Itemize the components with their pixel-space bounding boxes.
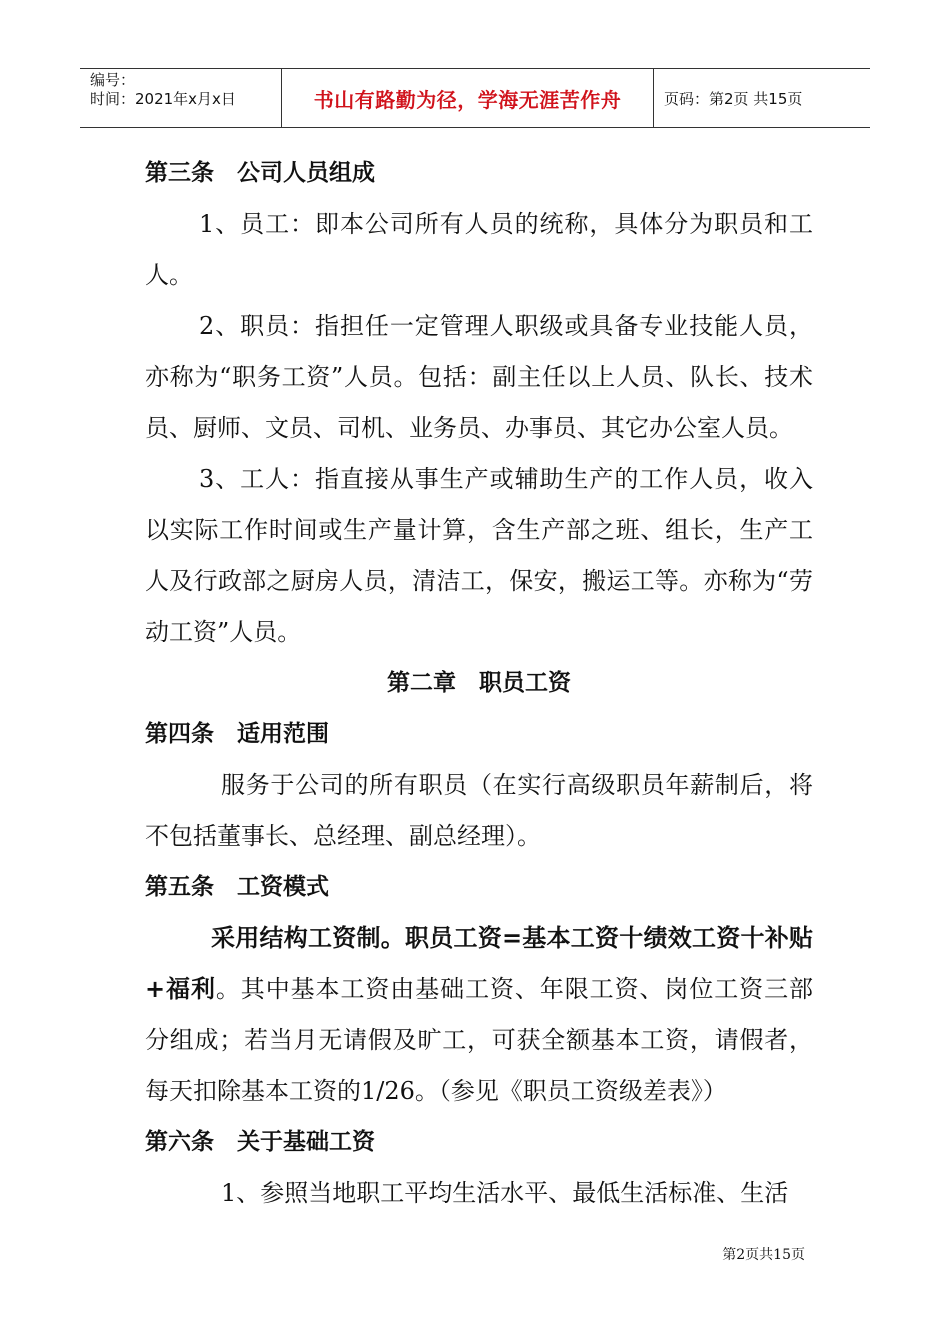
article-5-paragraph-1 [145, 913, 813, 1117]
article-3-paragraph-1: 1、员工：即本公司所有人员的统称，具体分为职员和工人。 [145, 210, 813, 289]
article-6-paragraph-1: 1、参照当地职工平均生活水平、最低生活标准、生活 [221, 1179, 789, 1207]
page-header [80, 68, 870, 128]
article-3-title: 第三条 公司人员组成 [145, 160, 375, 186]
header-meta-cell [80, 69, 282, 127]
page-footer: 第2页共15页 [722, 1247, 805, 1263]
page-label: 页码：第2页 共15页 [664, 89, 803, 108]
article-3-paragraph-2: 2、职员：指担任一定管理人职级或具备专业技能人员，亦称为“职务工资”人员。包括：副主任以上人员、队长、技术员、厨师、文员、司机、业务员、办事员、其它办公室人员。 [145, 312, 813, 442]
document-body [145, 148, 813, 1219]
time-label: 时间：2021年x月x日 [90, 90, 236, 108]
article-3-paragraph-3: 3、工人：指直接从事生产或辅助生产的工作人员，收入以实际工作时间或生产量计算，含生产部之班、组长，生产工人及行政部之厨房人员，清洁工，保安，搬运工等。亦称为“劳动工资”人员。 [145, 465, 813, 646]
article-4-title: 第四条 适用范围 [145, 721, 329, 747]
article-4-paragraph-1: 服务于公司的所有职员（在实行高级职员年薪制后，将不包括董事长、总经理、副总经理）。 [145, 771, 813, 850]
motto-text: 书山有路勤为径，学海无涯苦作舟 [313, 87, 622, 112]
article-5-rest-text: 。其中基本工资由基础工资、年限工资、岗位工资三部分组成；若当月无请假及旷工，可获全额基本工资，请假者，每天扣除基本工资的1/26。（参见《职员工资级差表》） [145, 975, 814, 1105]
number-label: 编号： [90, 71, 136, 89]
article-6-title: 第六条 关于基础工资 [145, 1129, 375, 1155]
article-5-bold-text: 采用结构工资制。职员工资=基本工资十绩效工资十补贴+福利 [145, 924, 813, 1003]
header-motto-cell [282, 69, 654, 127]
header-page-cell [654, 69, 870, 127]
chapter-2-title: 第二章 职员工资 [387, 670, 571, 696]
article-5-title: 第五条 工资模式 [145, 874, 329, 900]
